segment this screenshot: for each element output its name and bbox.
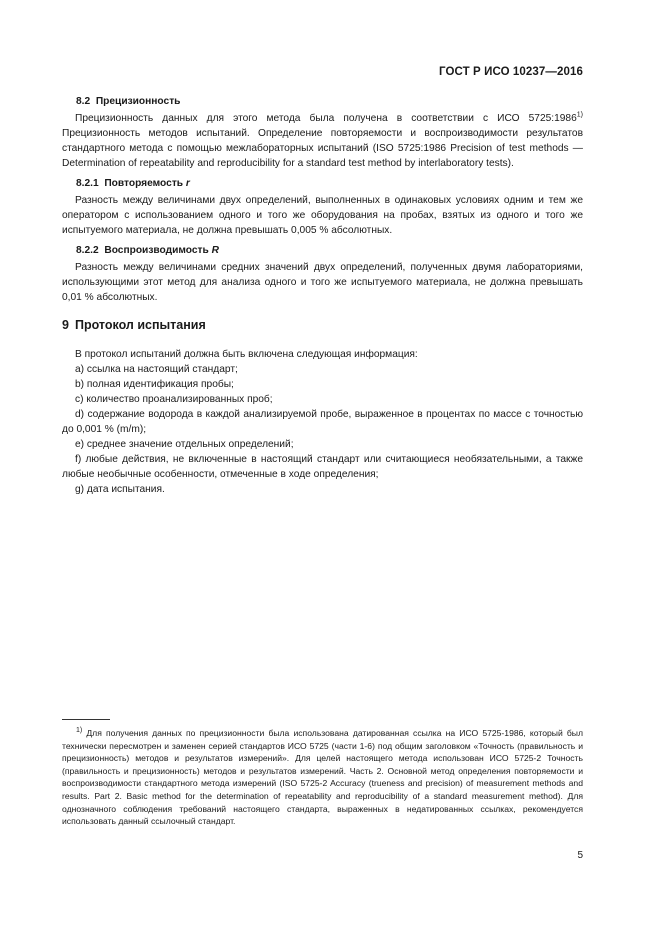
repeatability-symbol: r	[185, 178, 190, 189]
section-number: 8.2	[76, 96, 91, 107]
list-item-b: b) полная идентификация пробы;	[75, 379, 234, 390]
footnote-text: Для получения данных по прецизионности была использована датированная ссылка на ИСО 5725-1986, который был технически пересмотрен и заменен серией стандартов ИСО 5725 (части 1-6) под общим заголовком «Точность (правильность и прецизионность) методов и результатов измерений». Для целей настоящего метода использован ИСО 5725-2 Точность (правильность и прецизионность) методов и результатов измерений. Часть 2. Основной метод определения повторяемости и воспроизводимости стандартного метода измерений (ISO 5725-2 Accuracy (trueness and precision) of measurement methods and results. Part 2. Basic method for the determination of repeatability and reproducibility of a standard measurement method). Для однозначного соблюдения требований настоящего стандарта, выраженных в недатированных ссылках, рекомендуется использовать данный ссылочный стандарт.	[62, 728, 583, 827]
footnote	[62, 727, 583, 828]
standard-header: ГОСТ Р ИСО 10237—2016	[438, 66, 583, 78]
page-number: 5	[577, 850, 583, 861]
section-8-2-1-text: Разность между величинами двух определений, выполненных в одинаковых условиях одним и тем же оператором с использованием одного и того же оборудования на пробах, взятых из одного и того же испытуемого материала, не должна превышать 0,005 % абсолютных.	[62, 195, 583, 236]
list-item-d: d) содержание водорода в каждой анализируемой пробе, выраженное в процентах по массе с точностью до 0,001 % (m/m);	[62, 409, 583, 435]
section-9-intro: В протокол испытаний должна быть включена следующая информация:	[75, 349, 418, 360]
section-title: Прецизионность	[95, 96, 181, 107]
section-8-2-1-heading: 8.2.1 Повторяемость r	[76, 178, 190, 189]
section-9-heading: 9 Протокол испытания	[62, 318, 206, 332]
section-8-2-2-heading: 8.2.2 Воспроизводимость R	[76, 245, 219, 256]
list-item-a: a) ссылка на настоящий стандарт;	[75, 364, 238, 375]
list-item-e: e) среднее значение отдельных определений;	[75, 439, 294, 450]
section-8-2-2-text: Разность между величинами средних значений двух определений, полученных двумя лабораториями, использующими этот метод для анализа одного и того же испытуемого материала, не должна превышать 0,01 % абсолютных.	[62, 262, 583, 303]
footnote-divider	[62, 719, 110, 720]
section-8-2-text: Прецизионность данных для этого метода была получена в соответствии с ИСО 5725:1986$^{1)}$ Прецизионность методов испытаний. Определение повторяемости и воспроизводимости результатов стандартного метода с помощью межлабораторных испытаний (ISO 5725:1986 Precision of test methods — Determination of repeatability and reproducibility for a standard test method by interlaboratory tests).	[62, 111, 583, 169]
footnote-marker: 1)	[76, 727, 83, 735]
reproducibility-symbol: R	[211, 245, 219, 256]
list-item-c: c) количество проанализированных проб;	[75, 394, 273, 405]
document-body	[62, 94, 583, 497]
list-item-g: g) дата испытания.	[75, 484, 165, 495]
section-8-2-heading	[76, 94, 583, 109]
list-item-f: f) любые действия, не включенные в настоящий стандарт или считающиеся необязательными, а также любые необычные особенности, отмеченные в ходе определения;	[62, 454, 583, 480]
footnote-ref[interactable]: 1)	[576, 111, 583, 119]
